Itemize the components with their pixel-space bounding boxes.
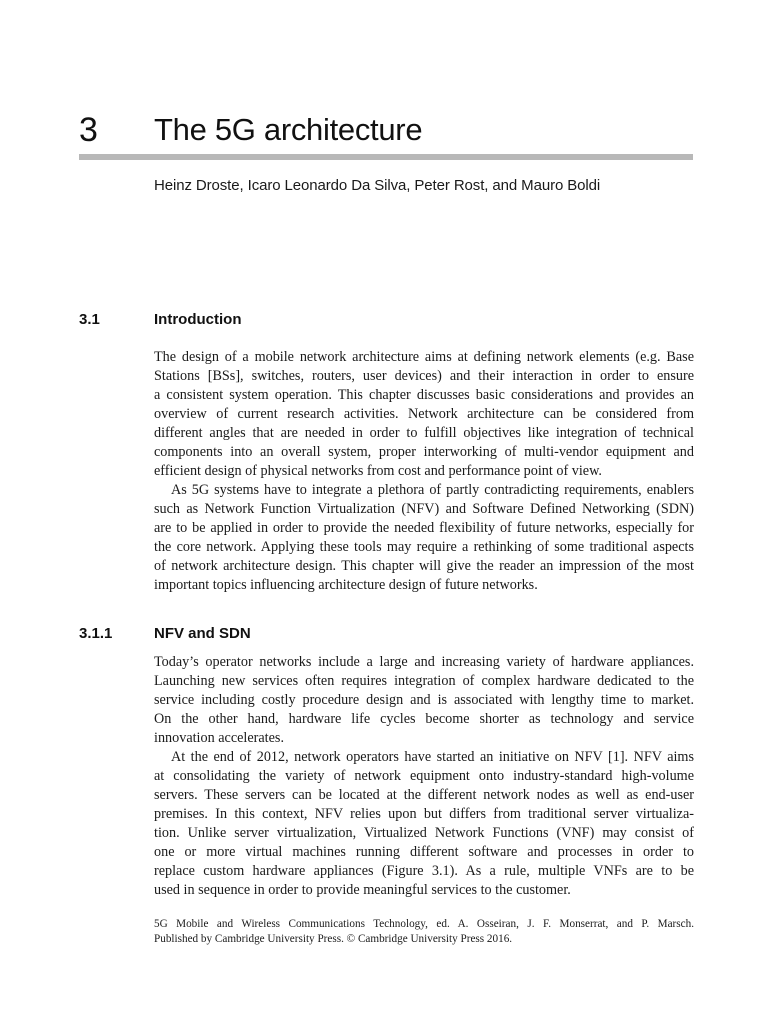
text-line: On the other hand, hardware life cycles become shorter as technology and service [154, 711, 694, 727]
text-line: replace custom hardware appliances (Figure 3.1). As a rule, multiple VNFs are to be [154, 863, 694, 879]
text-line: service including costly procedure design and is associated with lengthy time to market. [154, 692, 694, 708]
footer-line: Published by Cambridge University Press. © Cambridge University Press 2016. [154, 933, 513, 945]
text-line: important topics influencing architecture design of future networks. [154, 577, 538, 593]
text-line: efficient design of physical networks from cost and performance point of view. [154, 463, 602, 479]
section-3-1-1-body [154, 653, 694, 900]
footer-line: 5G Mobile and Wireless Communications Technology, ed. A. Osseiran, J. F. Monserrat, and P. Marsch. [154, 918, 694, 930]
text-line: overview of current research activities. Network architecture can be considered from [154, 406, 694, 422]
text-line: one or more virtual machines running different software and processes in order to [154, 844, 694, 860]
subsection-title: NFV and SDN [154, 625, 251, 642]
section-title: Introduction [154, 311, 242, 328]
text-line: used in sequence in order to provide meaningful services to the customer. [154, 882, 571, 898]
page-footer [154, 917, 694, 947]
text-line: the core network. Applying these tools may require a rethinking of some traditional aspects [154, 539, 694, 555]
subsection-number: 3.1.1 [79, 625, 113, 642]
text-line: Stations [BSs], switches, routers, user devices) and their interaction in order to ensure [154, 368, 694, 384]
text-line: such as Network Function Virtualization (NFV) and Software Defined Networking (SDN) [154, 501, 694, 517]
text-line: innovation accelerates. [154, 730, 284, 746]
text-line: different angles that are needed in order to fulfill objectives like integration of technical [154, 425, 694, 441]
title-rule [79, 154, 693, 160]
text-line: components into an overall system, proper interworking of multi-vendor equipment and [154, 444, 694, 460]
section-3-1-body [154, 348, 694, 595]
text-line: of network architecture design. This chapter will give the reader an impression of the most [154, 558, 694, 574]
text-line: Today’s operator networks include a large and increasing variety of hardware appliances. [154, 654, 694, 670]
text-line: are to be applied in order to provide the needed flexibility of future networks, especially for [154, 520, 694, 536]
text-line: At the end of 2012, network operators have started an initiative on NFV [1]. NFV aims [171, 749, 694, 765]
text-line: The design of a mobile network architecture aims at defining network elements (e.g. Base [154, 349, 694, 365]
text-line: Launching new services often requires integration of complex hardware dedicated to the [154, 673, 694, 689]
text-line: premises. In this context, NFV relies upon but differs from traditional server virtualiza- [154, 806, 694, 822]
text-line: a consistent system operation. This chapter discusses basic considerations and provides an [154, 387, 694, 403]
text-line: at consolidating the variety of network equipment onto industry-standard high-volume [154, 768, 694, 784]
section-number: 3.1 [79, 311, 100, 328]
chapter-authors: Heinz Droste, Icaro Leonardo Da Silva, Peter Rost, and Mauro Boldi [154, 177, 601, 194]
chapter-title: The 5G architecture [154, 112, 423, 147]
chapter-number: 3 [79, 111, 98, 149]
text-line: servers. These servers can be located at the different network nodes as well as end-user [154, 787, 694, 803]
text-line: As 5G systems have to integrate a plethora of partly contradicting requirements, enablers [171, 482, 694, 498]
text-line: tion. Unlike server virtualization, Virtualized Network Functions (VNF) may consist of [154, 825, 694, 841]
